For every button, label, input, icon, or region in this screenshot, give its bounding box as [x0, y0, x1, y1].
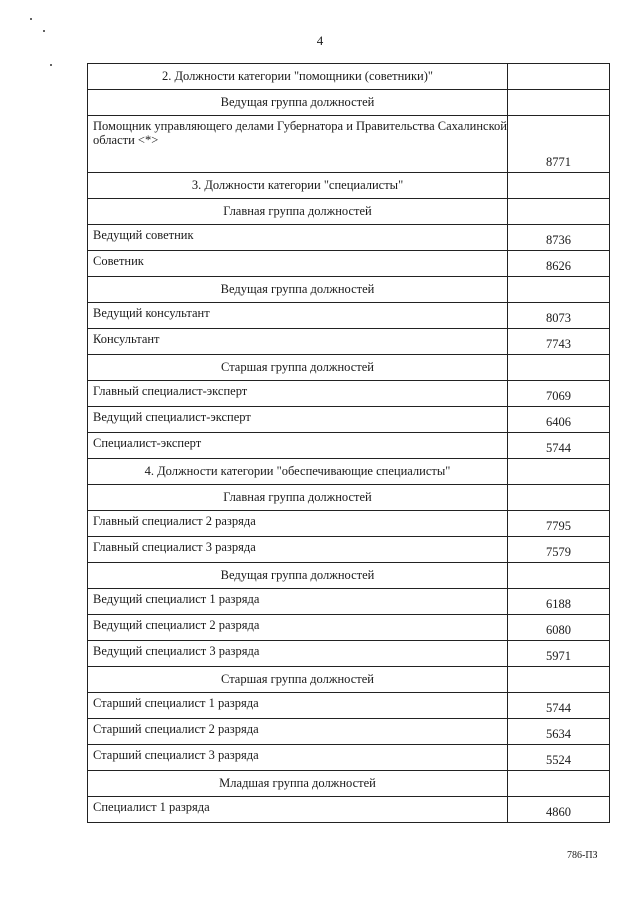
salary-value: 8073 — [508, 303, 610, 329]
position-title: Старший специалист 1 разряда — [88, 693, 508, 719]
position-title: Советник — [88, 251, 508, 277]
group-header-label: 3. Должности категории "специалисты" — [88, 173, 508, 199]
scan-speck — [30, 18, 32, 20]
salary-value: 7069 — [508, 381, 610, 407]
empty-value-cell — [508, 667, 610, 693]
position-row — [88, 116, 610, 173]
salary-value: 5744 — [508, 693, 610, 719]
group-header-label: Старшая группа должностей — [88, 667, 508, 693]
position-row — [88, 719, 610, 745]
group-header-row — [88, 355, 610, 381]
position-title: Ведущий советник — [88, 225, 508, 251]
salary-value: 7795 — [508, 511, 610, 537]
empty-value-cell — [508, 563, 610, 589]
empty-value-cell — [508, 199, 610, 225]
position-row — [88, 745, 610, 771]
position-row — [88, 641, 610, 667]
group-header-row — [88, 173, 610, 199]
position-row — [88, 303, 610, 329]
empty-value-cell — [508, 485, 610, 511]
group-header-label: 4. Должности категории "обеспечивающие специалисты" — [88, 459, 508, 485]
position-row — [88, 511, 610, 537]
document-code: 786-ПЗ — [567, 850, 598, 861]
position-title: Консультант — [88, 329, 508, 355]
group-header-row — [88, 563, 610, 589]
position-title: Старший специалист 3 разряда — [88, 745, 508, 771]
empty-value-cell — [508, 277, 610, 303]
position-row — [88, 589, 610, 615]
group-header-label: Главная группа должностей — [88, 485, 508, 511]
position-row — [88, 329, 610, 355]
page-number: 4 — [316, 33, 324, 48]
position-title: Ведущий специалист 2 разряда — [88, 615, 508, 641]
position-title: Главный специалист 3 разряда — [88, 537, 508, 563]
position-title: Специалист 1 разряда — [88, 797, 508, 823]
group-header-row — [88, 485, 610, 511]
empty-value-cell — [508, 90, 610, 116]
position-row — [88, 381, 610, 407]
group-header-label: Старшая группа должностей — [88, 355, 508, 381]
salary-value: 8771 — [508, 116, 610, 173]
salary-value: 8736 — [508, 225, 610, 251]
group-header-label: 2. Должности категории "помощники (советники)" — [88, 64, 508, 90]
position-row — [88, 225, 610, 251]
position-title: Старший специалист 2 разряда — [88, 719, 508, 745]
position-row — [88, 537, 610, 563]
salary-value: 8626 — [508, 251, 610, 277]
empty-value-cell — [508, 173, 610, 199]
salary-table-body — [88, 64, 610, 823]
scan-speck — [50, 64, 52, 66]
salary-value: 7579 — [508, 537, 610, 563]
position-title: Главный специалист-эксперт — [88, 381, 508, 407]
group-header-row — [88, 771, 610, 797]
salary-value: 6188 — [508, 589, 610, 615]
position-title: Главный специалист 2 разряда — [88, 511, 508, 537]
salary-table — [87, 63, 610, 823]
position-title: Ведущий специалист 1 разряда — [88, 589, 508, 615]
salary-value: 5971 — [508, 641, 610, 667]
position-row — [88, 407, 610, 433]
position-title: Ведущий специалист 3 разряда — [88, 641, 508, 667]
group-header-label: Младшая группа должностей — [88, 771, 508, 797]
group-header-row — [88, 667, 610, 693]
group-header-label: Главная группа должностей — [88, 199, 508, 225]
empty-value-cell — [508, 459, 610, 485]
empty-value-cell — [508, 771, 610, 797]
group-header-row — [88, 199, 610, 225]
group-header-label: Ведущая группа должностей — [88, 563, 508, 589]
scan-speck — [43, 30, 45, 32]
salary-value: 5524 — [508, 745, 610, 771]
salary-value: 6080 — [508, 615, 610, 641]
group-header-row — [88, 64, 610, 90]
salary-value: 5744 — [508, 433, 610, 459]
position-title: Помощник управляющего делами Губернатора и Правительства Сахалинской области <*> — [88, 116, 508, 173]
position-row — [88, 251, 610, 277]
position-title: Ведущий консультант — [88, 303, 508, 329]
salary-value: 7743 — [508, 329, 610, 355]
position-row — [88, 693, 610, 719]
group-header-label: Ведущая группа должностей — [88, 277, 508, 303]
empty-value-cell — [508, 355, 610, 381]
salary-value: 5634 — [508, 719, 610, 745]
empty-value-cell — [508, 64, 610, 90]
position-title: Специалист-эксперт — [88, 433, 508, 459]
salary-value: 4860 — [508, 797, 610, 823]
group-header-label: Ведущая группа должностей — [88, 90, 508, 116]
position-row — [88, 797, 610, 823]
position-row — [88, 433, 610, 459]
group-header-row — [88, 90, 610, 116]
salary-value: 6406 — [508, 407, 610, 433]
position-title: Ведущий специалист-эксперт — [88, 407, 508, 433]
position-row — [88, 615, 610, 641]
group-header-row — [88, 277, 610, 303]
group-header-row — [88, 459, 610, 485]
